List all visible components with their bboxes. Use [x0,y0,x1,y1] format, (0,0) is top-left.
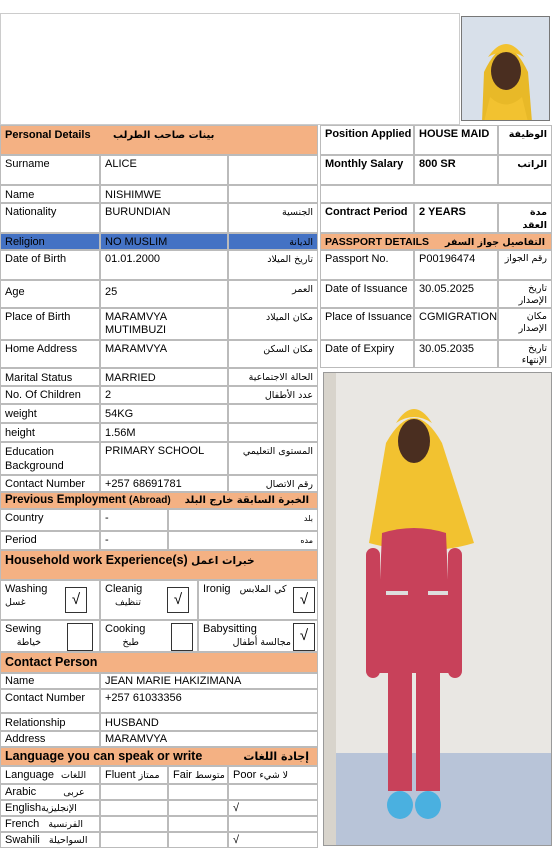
cleaning-checkbox[interactable]: √ [167,587,189,613]
language-col-poor [228,766,318,784]
fluent-col-ar: ممتاز [138,770,160,781]
contact-phone-value: +257 61033356 [100,689,318,713]
arabic-en: Arabic [5,786,37,798]
contact-address-value: MARAMVYA [100,731,318,747]
position-applied-value: HOUSE MAID [414,125,498,155]
height-value: 1.56M [100,423,228,442]
contact-name-label: Name [0,673,100,689]
contact-address-label: Address [0,731,100,747]
english-ar: الإنجليزية [41,803,77,814]
previous-title: Previous Employment [5,494,126,506]
language-col-fluent [100,766,168,784]
household-title-ar: خبرات اعمل [191,555,255,567]
contact-name-value: JEAN MARIE HAKIZIMANA [100,673,318,689]
issuance-place-label: Place of Issuance [320,308,414,340]
pob-ar: مكان الميلاد [228,308,318,340]
position-applied-label: Position Applied [320,125,414,155]
arabic-ar: عربى [63,787,85,798]
issuance-place-ar: مكان الإصدار [498,308,552,340]
english-en: English [5,802,42,814]
dob-label: Date of Birth [0,250,100,280]
washing-label: Washing [5,583,48,595]
swahili-en: Swahili [5,834,40,846]
age-label: Age [0,280,100,308]
passport-details-header [320,233,552,250]
header-blank [0,13,460,125]
sewing-label: Sewing [5,623,42,635]
lang-french-fair [168,816,228,832]
cooking-checkbox[interactable] [171,623,193,651]
cleaning-label: Cleanig [105,583,143,595]
personal-title: Personal Details [5,129,91,141]
language-header [0,747,318,766]
applicant-portrait-photo [461,16,550,121]
contract-period-label: Contract Period [320,203,414,233]
name-label: Name [0,185,100,203]
name-value: NISHIMWE [100,185,228,203]
applicant-full-body-photo [323,372,552,846]
lang-arabic-fluent [100,784,168,800]
babysitting-ar: مجالسة أطفال [232,637,291,648]
babysitting-label: Babysitting [203,623,257,635]
ironing-checkbox[interactable]: √ [293,587,315,613]
issuance-date-value: 30.05.2025 [414,280,498,308]
lang-swahili-label [0,832,100,848]
religion-value: NO MUSLIM [100,233,228,250]
ironing-label: Ironig [203,583,231,595]
household-cell-babysitting [198,620,318,652]
washing-ar: غسل [5,597,26,608]
right-blank-row [320,185,552,203]
lang-swahili-poor: √ [228,832,318,848]
contact-number-label: Contact Number [0,475,100,492]
marital-value: MARRIED [100,368,228,386]
contract-period-value: 2 YEARS [414,203,498,233]
children-label: No. Of Children [0,386,100,404]
education-value: PRIMARY SCHOOL [100,442,228,475]
lang-french-fluent [100,816,168,832]
religion-label: Religion [0,233,100,250]
name-ar [228,185,318,203]
lang-arabic-poor [228,784,318,800]
language-title-ar: إجادة اللغات [243,750,309,763]
lang-french-label [0,816,100,832]
age-value: 25 [100,280,228,308]
passport-title: PASSPORT DETAILS [325,236,430,248]
period-value: - [100,531,168,550]
surname-value: ALICE [100,155,228,185]
period-ar: مده [168,531,318,550]
lang-english-label [0,800,100,816]
issuance-date-ar: تاريخ الإصدار [498,280,552,308]
expiry-date-ar: تاريخ الإنتهاء [498,340,552,368]
lang-arabic-label [0,784,100,800]
ironing-ar: كي الملابس [239,584,287,595]
issuance-place-value: CGMIGRATION [414,308,498,340]
education-ar: المستوى التعليمي [228,442,318,475]
relationship-label: Relationship [0,713,100,731]
sewing-ar: خياطة [16,637,41,648]
nationality-label: Nationality [0,203,100,233]
expiry-date-label: Date of Expiry [320,340,414,368]
relationship-value: HUSBAND [100,713,318,731]
french-ar: الفرنسية [48,819,83,830]
country-label: Country [0,509,100,531]
home-address-value: MARAMVYA [100,340,228,368]
cleaning-ar: تنظيف [114,597,141,608]
height-ar [228,423,318,442]
lang-english-fair [168,800,228,816]
passport-title-ar: التفاصيل جواز السفر [444,237,545,248]
issuance-date-label: Date of Issuance [320,280,414,308]
weight-ar [228,404,318,423]
contact-person-header: Contact Person [0,652,318,673]
personal-title-ar: بينات صاحب الطرلب [113,130,215,141]
swahili-ar: السواحيلة [48,835,88,846]
fluent-col-label: Fluent [105,769,136,781]
age-ar: العمر [228,280,318,308]
babysitting-checkbox[interactable]: √ [293,623,315,651]
passport-no-value: P00196474 [414,250,498,280]
lang-col-label: Language [5,769,54,781]
lang-english-fluent [100,800,168,816]
poor-col-label: Poor [233,769,257,781]
height-label: height [0,423,100,442]
children-ar: عدد الأطفال [228,386,318,404]
lang-french-poor [228,816,318,832]
lang-swahili-fair [168,832,228,848]
position-applied-ar: الوظيفة [498,125,552,155]
marital-ar: الحالة الاجتماعية [228,368,318,386]
language-title: Language you can speak or write [5,749,203,763]
fair-col-ar: متوسط [195,770,225,781]
weight-label: weight [0,404,100,423]
lang-arabic-fair [168,784,228,800]
sewing-checkbox[interactable] [67,623,93,651]
surname-ar [228,155,318,185]
household-cell-cleaning [100,580,198,620]
monthly-salary-value: 800 SR [414,155,498,185]
education-label: Education Background [0,442,100,475]
language-col-lang [0,766,100,784]
previous-title-ar: الخبرة السابقة خارج البلد [184,495,309,506]
expiry-date-value: 30.05.2035 [414,340,498,368]
religion-ar: الديانة [228,233,318,250]
cooking-label: Cooking [105,623,146,635]
household-cell-washing [0,580,100,620]
household-title: Household work Experience(s) [5,553,188,567]
pob-value: MARAMVYA MUTIMBUZI [100,308,228,340]
poor-col-ar: لا شيء [259,770,289,781]
washing-checkbox[interactable]: √ [65,587,87,613]
country-value: - [100,509,168,531]
pob-label: Place of Birth [0,308,100,340]
cooking-ar: طبخ [122,637,139,648]
nationality-value: BURUNDIAN [100,203,228,233]
dob-value: 01.01.2000 [100,250,228,280]
previous-employment-header [0,492,318,509]
passport-no-label: Passport No. [320,250,414,280]
period-label: Period [0,531,100,550]
home-address-label: Home Address [0,340,100,368]
passport-no-ar: رقم الجواز [498,250,552,280]
household-header [0,550,318,580]
surname-label: Surname [0,155,100,185]
household-cell-sewing [0,620,100,652]
lang-swahili-fluent [100,832,168,848]
contract-period-ar: مدة العقد [498,203,552,233]
children-value: 2 [100,386,228,404]
home-address-ar: مكان السكن [228,340,318,368]
dob-ar: تاريخ الميلاد [228,250,318,280]
contact-number-value: +257 68691781 [100,475,228,492]
lang-col-ar: اللغات [61,770,87,781]
marital-label: Marital Status [0,368,100,386]
household-cell-cooking [100,620,198,652]
monthly-salary-ar: الراتب [498,155,552,185]
fair-col-label: Fair [173,769,192,781]
language-col-fair [168,766,228,784]
weight-value: 54KG [100,404,228,423]
contact-phone-label: Contact Number [0,689,100,713]
country-ar: بلد [168,509,318,531]
household-cell-ironing [198,580,318,620]
monthly-salary-label: Monthly Salary [320,155,414,185]
contact-number-ar: رقم الاتصال [228,475,318,492]
french-en: French [5,818,40,830]
nationality-ar: الجنسية [228,203,318,233]
personal-details-header [0,125,318,155]
lang-english-poor: √ [228,800,318,816]
previous-title-sub: (Abroad) [129,495,171,506]
